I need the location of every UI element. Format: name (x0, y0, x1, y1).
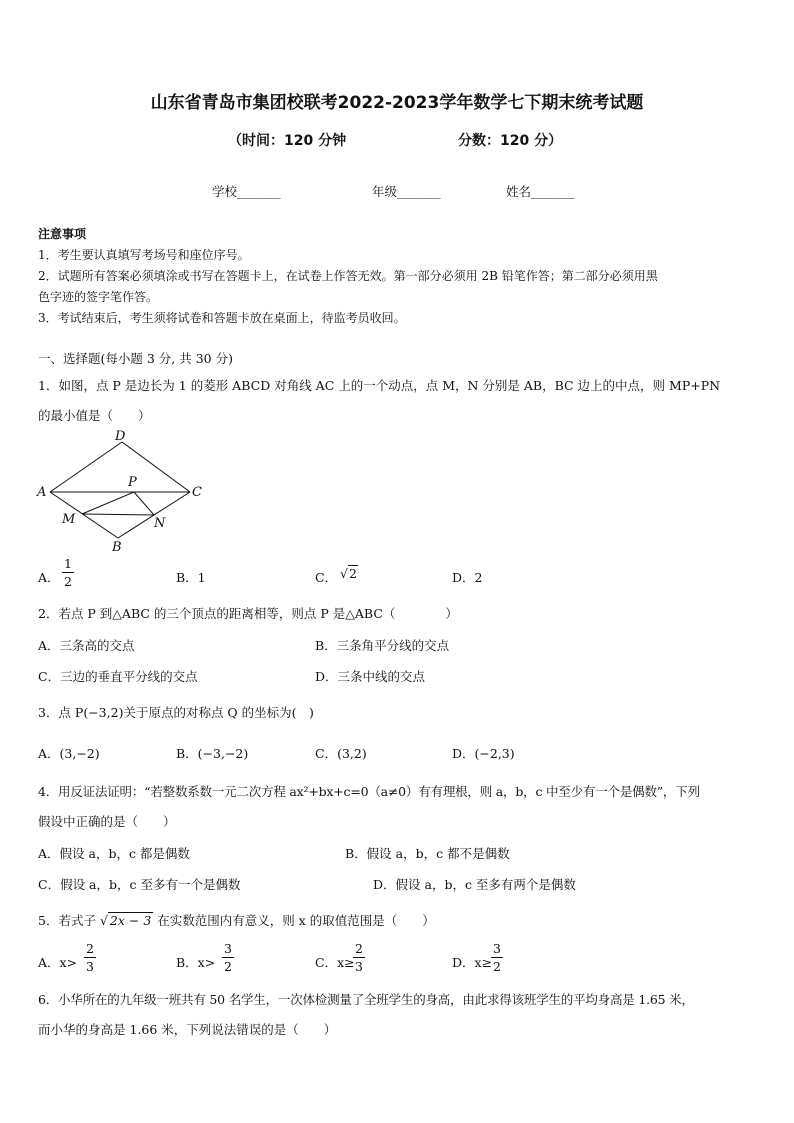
name-field: 姓名_______ (506, 184, 575, 199)
q5-option-a-label: A．x> (38, 955, 78, 970)
q4-option-a: A．假设 a，b，c 都是偶数 (38, 846, 190, 861)
radicand: 2 (348, 566, 357, 581)
q1-stem-line2: 的最小值是（ ） (38, 408, 151, 423)
page-title: 山东省青岛市集团校联考2022-2023学年数学七下期末统考试题 (150, 93, 644, 113)
label-b: B (112, 540, 122, 555)
score-label: 分数：120 分） (458, 133, 563, 149)
q3-stem: 3．点 P(−3,2)关于原点的对称点 Q 的坐标为( ) (38, 705, 314, 720)
q1-option-a-fraction (62, 556, 74, 589)
fraction-numerator: 2 (355, 941, 363, 956)
q1-stem-line1: 1．如图，点 P 是边长为 1 的菱形 ABCD 对角线 AC 上的一个动点，点 M，N 分别是 AB，BC 边上的中点，则 MP+PN (38, 378, 721, 393)
label-c: C (192, 485, 202, 500)
label-n: N (154, 516, 166, 531)
label-d: D (115, 429, 126, 444)
q4-stem-line1: 4．用反证法证明：“若整数系数一元二次方程 ax²+bx+c=0（a≠0）有有理根，则 a，b，c 中至少有一个是偶数”，下列 (38, 784, 700, 799)
q1-option-d: D．2 (452, 570, 483, 585)
fraction-denominator: 2 (493, 959, 501, 974)
q5-stem (38, 911, 435, 929)
fraction-numerator: 2 (86, 941, 94, 956)
fraction-denominator: 3 (355, 959, 363, 974)
fraction-denominator: 2 (224, 959, 232, 974)
q4-option-b: B．假设 a，b，c 都不是偶数 (345, 846, 510, 861)
fraction-numerator: 1 (64, 556, 72, 571)
label-m: M (62, 512, 76, 527)
q5-option-c-label: C．x≥ (315, 955, 355, 970)
fraction-denominator: 2 (64, 574, 72, 589)
q5-option-c-fraction (353, 941, 365, 974)
sqrt-icon: √ (340, 566, 348, 581)
q6-stem-line1: 6．小华所在的九年级一班共有 50 名学生，一次体检测量了全班学生的身高，由此求得该班学生的平均身高是 1.65 米， (38, 992, 694, 1007)
label-p: P (128, 475, 137, 490)
q5-option-d-label: D．x≥ (452, 955, 493, 970)
notice-line: 3．考试结束后，考生须将试卷和答题卡放在桌面上，待监考员收回。 (38, 311, 406, 325)
q5-stem-pre: 5．若式子 (38, 913, 96, 928)
label-a: A (37, 485, 47, 500)
rhombus-figure (36, 428, 216, 556)
q3-option-d: D．(−2,3) (452, 746, 515, 761)
fraction-numerator: 3 (493, 941, 501, 956)
grade-field: 年级_______ (372, 184, 441, 199)
q2-option-c: C．三边的垂直平分线的交点 (38, 669, 198, 684)
q2-option-d: D．三条中线的交点 (315, 669, 426, 684)
section-heading: 一、选择题(每小题 3 分, 共 30 分) (38, 351, 233, 366)
q4-option-c: C．假设 a，b，c 至多有一个是偶数 (38, 877, 241, 892)
q3-option-b: B．(−3,−2) (176, 746, 249, 761)
school-field: 学校_______ (212, 184, 281, 199)
q5-option-b-label: B．x> (176, 955, 216, 970)
q2-option-b: B．三条角平分线的交点 (315, 638, 450, 653)
q1-option-c-sqrt (340, 566, 358, 581)
sqrt-icon: √ (99, 913, 108, 928)
time-label: （时间：120 分钟 (228, 133, 347, 149)
notice-line: 色字迹的签字笔作答。 (38, 290, 159, 304)
q3-option-c: C．(3,2) (315, 746, 367, 761)
notice-line: 1．考生要认真填写考场号和座位序号。 (38, 248, 250, 262)
notice-line: 2．试题所有答案必须填涂或书写在答题卡上，在试卷上作答无效。第一部分必须用 2B 铅笔作答；第二部分必须用黑 (38, 269, 658, 283)
q4-option-d: D．假设 a，b，c 至多有两个是偶数 (373, 877, 576, 892)
q3-option-a: A．(3,−2) (38, 746, 100, 761)
notice-heading: 注意事项 (38, 227, 87, 241)
q1-option-c-label: C． (315, 570, 338, 585)
q6-stem-line2: 而小华的身高是 1.66 米，下列说法错误的是（ ） (38, 1022, 337, 1037)
q5-option-b-fraction (222, 941, 234, 974)
q1-option-b: B．1 (176, 570, 206, 585)
fraction-denominator: 3 (86, 959, 94, 974)
q1-option-a-label: A． (38, 570, 60, 585)
q2-stem: 2．若点 P 到△ABC 的三个顶点的距离相等，则点 P 是△ABC（ ） (38, 606, 458, 621)
q5-option-a-fraction (84, 941, 96, 974)
q4-stem-line2: 假设中正确的是（ ） (38, 814, 176, 829)
q2-option-a: A．三条高的交点 (38, 638, 135, 653)
radicand: 2x − 3 (109, 913, 152, 928)
q5-option-d-fraction (491, 941, 503, 974)
q5-stem-post: 在实数范围内有意义，则 x 的取值范围是（ ） (157, 913, 435, 928)
fraction-numerator: 3 (224, 941, 232, 956)
